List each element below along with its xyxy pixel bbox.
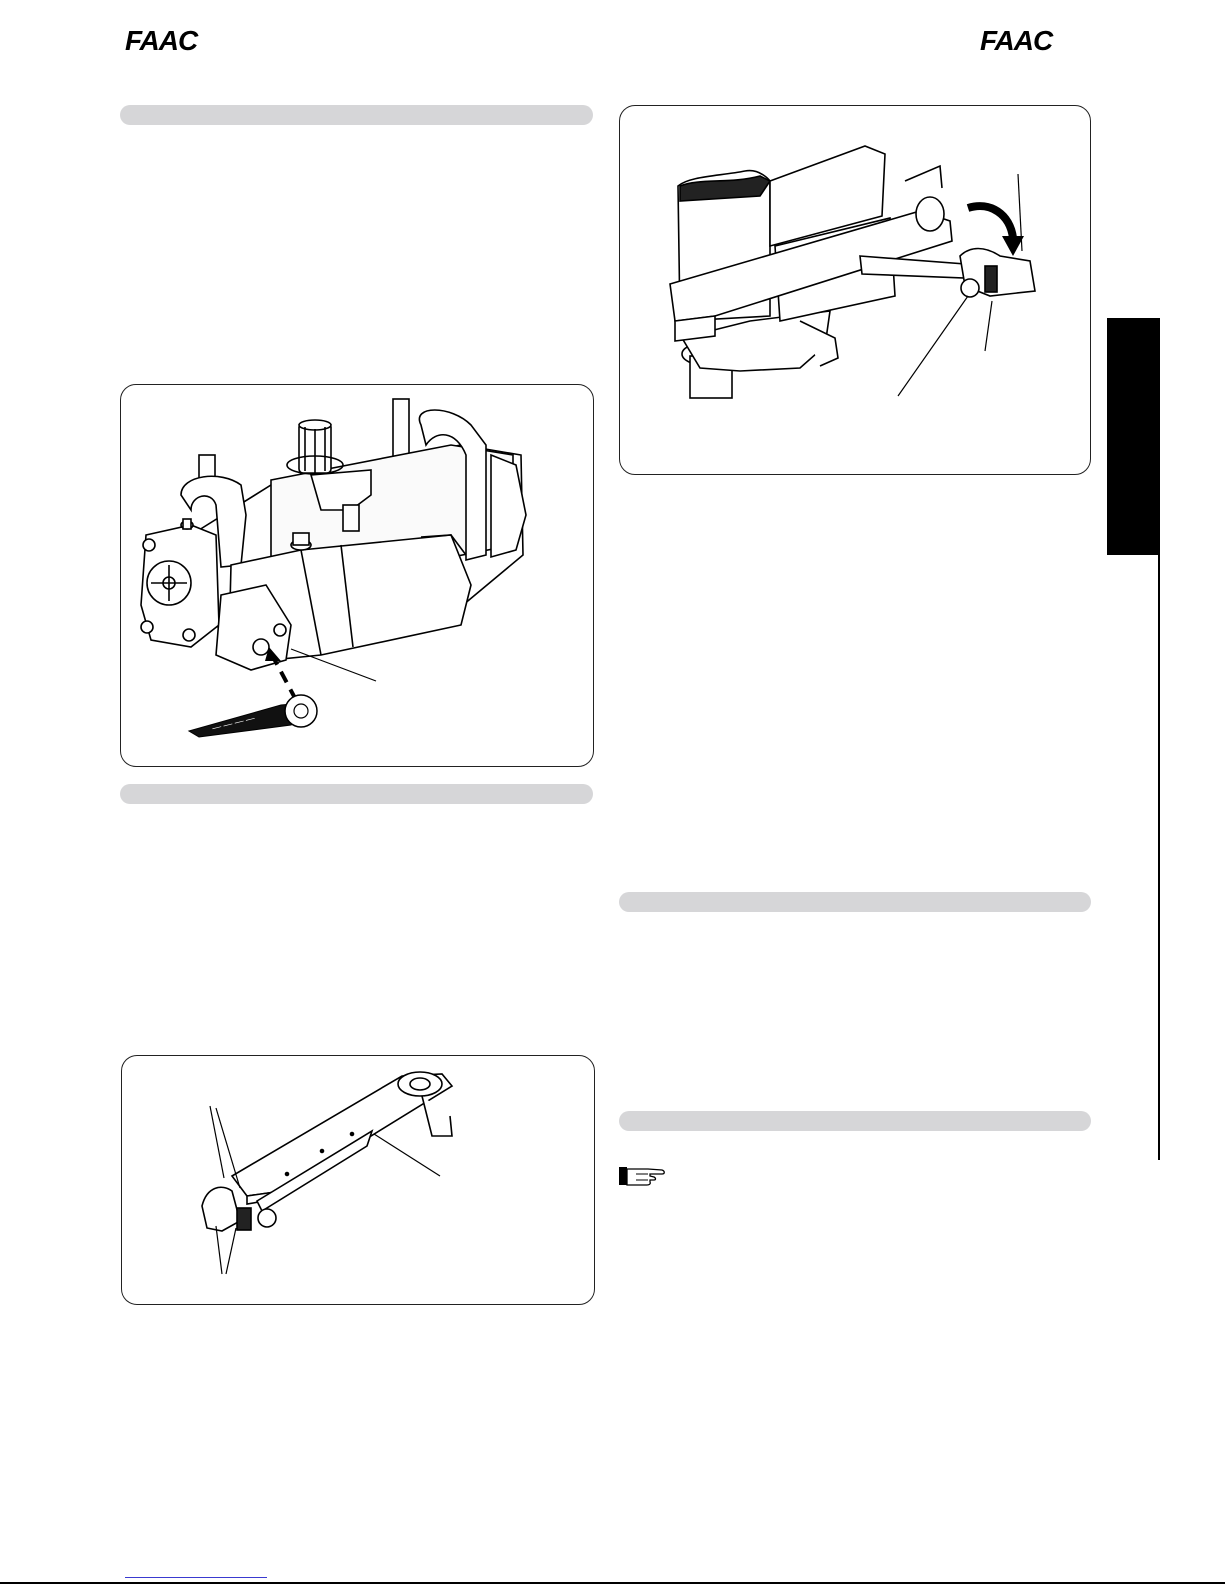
language-tab — [1107, 318, 1160, 555]
svg-text:FAAC: FAAC — [980, 26, 1053, 56]
lever-bar-icon — [122, 1056, 594, 1304]
faac-logo-right — [980, 26, 1086, 56]
section-bar-2 — [120, 784, 593, 804]
svg-text:FAAC: FAAC — [125, 26, 198, 56]
footer-rule — [0, 1582, 1225, 1584]
section-bar-4 — [619, 1111, 1091, 1131]
side-guide-line — [1158, 555, 1160, 1160]
svg-text:— — — —: — — — — — [211, 712, 256, 733]
faac-logo-left — [125, 26, 231, 56]
hydraulic-pump-icon — [121, 385, 593, 766]
arm-release-figure — [619, 105, 1091, 475]
lever-detail-figure — [121, 1055, 595, 1305]
release-key-icon — [189, 695, 317, 737]
footer-link-underline[interactable] — [125, 1577, 267, 1578]
section-bar-1 — [120, 105, 593, 125]
section-bar-3 — [619, 892, 1091, 912]
pointing-hand-icon — [618, 1164, 666, 1188]
lever-arm-icon — [620, 106, 1090, 474]
pump-unit-figure — [120, 384, 594, 767]
